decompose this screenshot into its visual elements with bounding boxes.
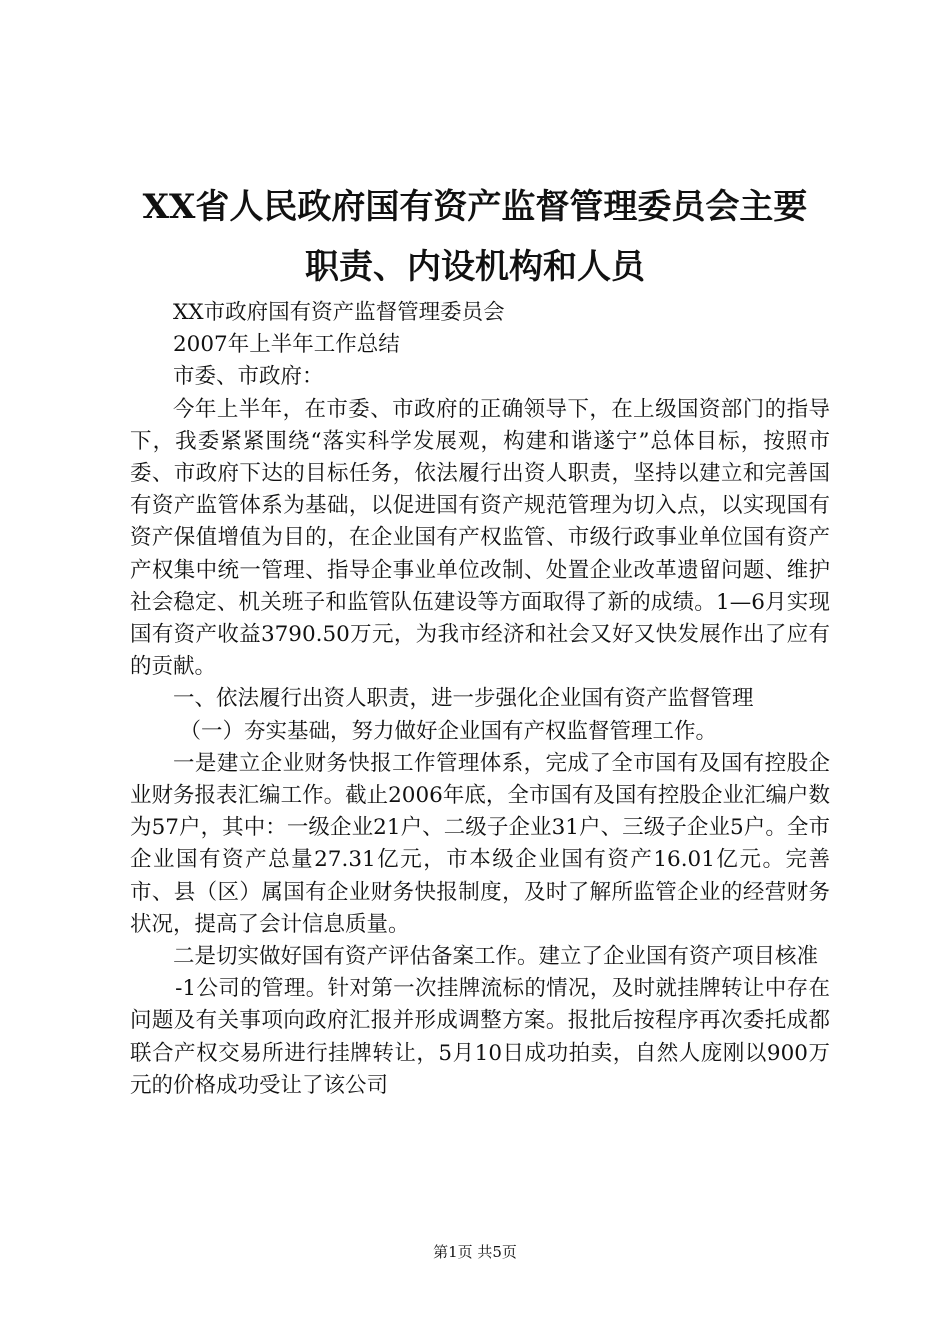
paragraph-continuation: -1公司的管理。针对第一次挂牌流标的情况，及时就挂牌转让中存在问题及有关事项向政府汇报并形成调整方案。报批后按程序再次委托成都联合产权交易所进行挂牌转让，5月10日成功拍卖，自然人庞刚以900万元的价格成功受让了该公司	[130, 976, 830, 1098]
document-body	[130, 297, 830, 1102]
section-heading-1: 一、依法履行出资人职责，进一步强化企业国有资产监督管理	[173, 686, 754, 712]
paragraph-item-1: 一是建立企业财务快报工作管理体系，完成了全市国有及国有控股企业财务报表汇编工作。截止2006年底，全市国有及国有控股企业汇编户数为57户，其中：一级企业21户、二级子企业31户、三级子企业5户。全市企业国有资产总量27.31亿元，市本级企业国有资产16.01亿元。完善市、县（区）属国有企业财务快报制度，及时了解所监管企业的经营财务状况，提高了会计信息质量。	[130, 750, 830, 937]
paragraph-org-name: XX市政府国有资产监督管理委员会	[173, 300, 505, 325]
subsection-heading-1: （一）夯实基础，努力做好企业国有产权监督管理工作。	[179, 718, 717, 744]
document-title-line-2: 职责、内设机构和人员	[305, 247, 645, 287]
document-title-line-1: XX省人民政府国有资产监督管理委员会主要	[142, 187, 808, 227]
paragraph-item-2: 二是切实做好国有资产评估备案工作。建立了企业国有资产项目核准	[173, 944, 819, 970]
paragraph-salutation: 市委、市政府：	[173, 364, 324, 390]
page-number-footer: 第1页 共5页	[433, 1243, 517, 1261]
paragraph-intro: 今年上半年，在市委、市政府的正确领导下，在上级国资部门的指导下，我委紧紧围绕“落实科学发展观，构建和谐遂宁”总体目标，按照市委、市政府下达的目标任务，依法履行出资人职责，坚持以建立和完善国有资产监管体系为基础，以促进国有资产规范管理为切入点，以实现国有资产保值增值为目的，在企业国有产权监管、市级行政事业单位国有资产产权集中统一管理、指导企事业单位改制、处置企业改革遗留问题、维护社会稳定、机关班子和监管队伍建设等方面取得了新的成绩。1—6月实现国有资产收益3790.50万元，为我市经济和社会又好又快发展作出了应有的贡献。	[130, 396, 830, 680]
paragraph-report-title: 2007年上半年工作总结	[173, 332, 400, 358]
